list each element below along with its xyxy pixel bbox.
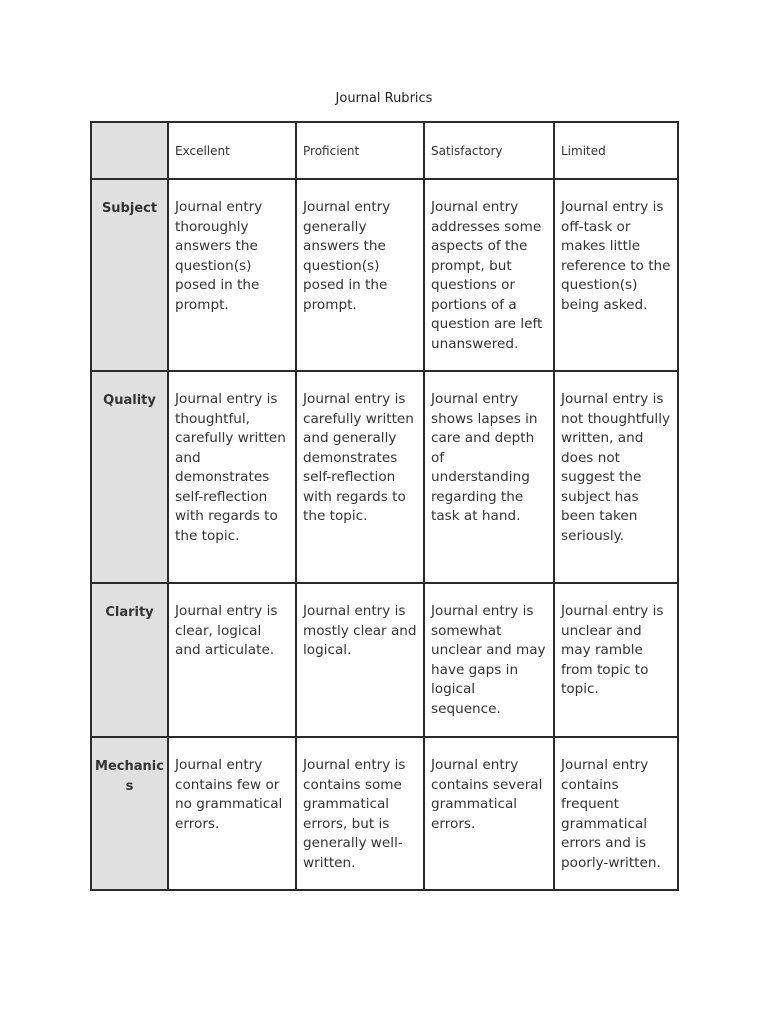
rubric-cell: Journal entry thoroughly answers the question(s) posed in the prompt. [168, 179, 296, 371]
rubric-cell: Journal entry is mostly clear and logical. [296, 583, 424, 737]
rubric-cell: Journal entry is carefully written and generally demonstrates self-reflection with regards to the topic. [296, 371, 424, 583]
row-header-subject: Subject [91, 179, 168, 371]
rubric-cell: Journal entry is somewhat unclear and may have gaps in logical sequence. [424, 583, 554, 737]
rubric-cell: Journal entry is clear, logical and articulate. [168, 583, 296, 737]
table-row-subject [91, 179, 678, 371]
rubric-cell: Journal entry shows lapses in care and depth of understanding regarding the task at hand. [424, 371, 554, 583]
rubric-cell: Journal entry generally answers the question(s) posed in the prompt. [296, 179, 424, 371]
column-header-limited: Limited [554, 122, 678, 179]
rubric-cell: Journal entry is off-task or makes little reference to the question(s) being asked. [554, 179, 678, 371]
row-header-mechanics: Mechanics [91, 737, 168, 890]
corner-cell [91, 122, 168, 179]
row-header-clarity: Clarity [91, 583, 168, 737]
column-header-excellent: Excellent [168, 122, 296, 179]
table-row-mechanics [91, 737, 678, 890]
page-title: Journal Rubrics [335, 91, 433, 106]
table-row-quality [91, 371, 678, 583]
rubric-cell: Journal entry contains frequent grammatical errors and is poorly-written. [554, 737, 678, 890]
column-header-proficient: Proficient [296, 122, 424, 179]
rubric-cell: Journal entry contains few or no grammatical errors. [168, 737, 296, 890]
row-header-quality: Quality [91, 371, 168, 583]
rubric-cell: Journal entry is not thoughtfully written, and does not suggest the subject has been taken seriously. [554, 371, 678, 583]
rubric-cell: Journal entry is thoughtful, carefully written and demonstrates self-reflection with regards to the topic. [168, 371, 296, 583]
rubric-cell: Journal entry contains several grammatical errors. [424, 737, 554, 890]
table-row-clarity [91, 583, 678, 737]
header-row [91, 122, 678, 179]
rubric-cell: Journal entry is unclear and may ramble from topic to topic. [554, 583, 678, 737]
rubric-cell: Journal entry is contains some grammatical errors, but is generally well-written. [296, 737, 424, 890]
column-header-satisfactory: Satisfactory [424, 122, 554, 179]
rubric-table [90, 121, 679, 891]
rubric-cell: Journal entry addresses some aspects of the prompt, but questions or portions of a question are left unanswered. [424, 179, 554, 371]
